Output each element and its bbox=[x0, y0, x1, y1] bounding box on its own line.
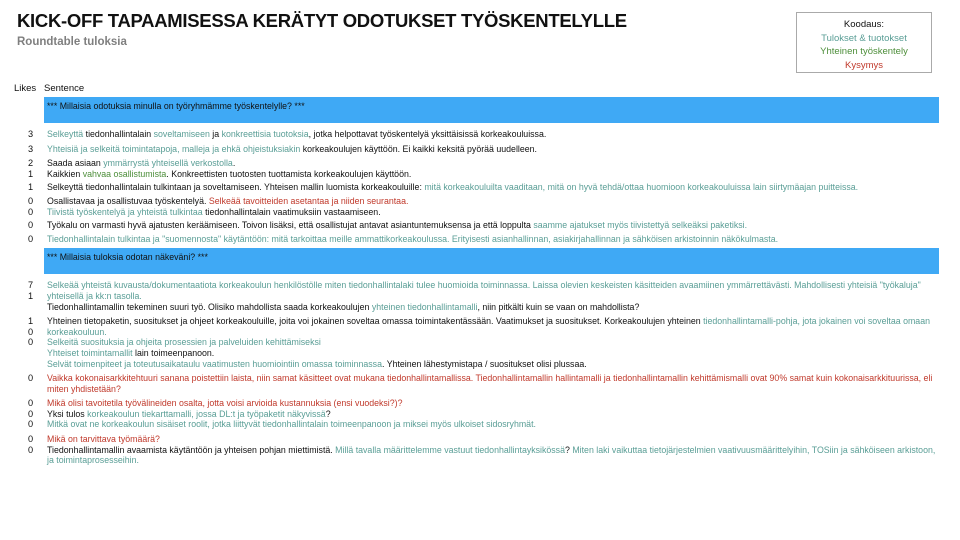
likes-value: 0 bbox=[28, 337, 34, 348]
sentence-fragment: Tiedonhallintamallin avaamista käytäntöön ja yhteisen pohjan miettimistä. bbox=[47, 444, 336, 455]
table-row bbox=[14, 316, 939, 369]
table-row bbox=[14, 434, 939, 466]
sentence-fragment: Mitkä ovat ne korkeakoulun sisäiset roolit, jotka liittyvät tiedonhallintalain toimeenpanoon ja miksei myös ulkoiset sidosryhmät. bbox=[47, 419, 536, 430]
likes-value: 0 bbox=[28, 419, 34, 430]
table-row bbox=[14, 234, 939, 245]
sentence-fragment: , jotka helpottavat työskentelyä yksittäisissä korkeakouluissa. bbox=[308, 129, 547, 139]
likes-value: 3 bbox=[28, 143, 34, 154]
sentence-fragment: korkeakoulun tiekarttamalli, jossa DL:t ja työpaketit näkyvissä bbox=[87, 408, 326, 419]
likes-value: 1 bbox=[28, 168, 34, 179]
likes-count bbox=[14, 234, 44, 245]
sentence-fragment: Saada asiaan bbox=[47, 158, 104, 169]
sentence-fragment: Tiivistä työskentelyä ja yhteistä tulkintaa bbox=[47, 206, 203, 217]
likes-value: 1 bbox=[28, 182, 34, 193]
likes-value: 3 bbox=[28, 129, 34, 139]
sentence-fragment: Tiedonhallintamallin tekeminen suuri työ. Olisiko mahdollista saada korkeakoulujen bbox=[47, 301, 372, 312]
likes-value: 0 bbox=[28, 195, 34, 206]
sentence-text bbox=[44, 196, 939, 217]
likes-count bbox=[14, 398, 44, 430]
sentence-fragment: lain toimeenpanoon. bbox=[132, 347, 215, 358]
sentence-fragment: Selkeitä suosituksia ja ohjeita prosessien ja palveluiden kehittämiseksi bbox=[47, 337, 321, 348]
likes-value: 0 bbox=[28, 444, 34, 455]
sentence-fragment: Mikä on tarvittava työmäärä? bbox=[47, 434, 160, 445]
sentence-fragment: tiedonhallintalain bbox=[83, 129, 154, 139]
sentence-fragment: Selkeää tavoitteiden asetantaa ja niiden seurantaa. bbox=[208, 195, 409, 206]
sentence-fragment: Yhteinen tietopaketin, suositukset ja ohjeet korkeakouluille, joita voi jokainen soveltaa omassa toimintakentässään. Vaatimukset ja suositukset. Korkeakoulujen yhteinen bbox=[47, 316, 704, 327]
sentence-fragment: soveltamiseen bbox=[153, 129, 210, 139]
sentence-text bbox=[44, 280, 939, 312]
page-title: KICK-OFF TAPAAMISESSA KERÄTYT ODOTUKSET TYÖSKENTELYLLE bbox=[17, 10, 627, 31]
likes-value: 0 bbox=[28, 434, 34, 445]
legend-item-kysymys: Kysymys bbox=[845, 59, 883, 71]
likes-value: 0 bbox=[28, 398, 34, 409]
sentence-fragment: Osallistavaa ja osallistuvaa työskentelyä. bbox=[47, 195, 209, 206]
sentence-text bbox=[44, 182, 939, 193]
sentence-fragment: Yksi tulos bbox=[47, 408, 88, 419]
sentence-fragment: Selvät toimenpiteet ja toteutusaikataulu vaatimusten huomiointiin omassa toiminnassa bbox=[47, 358, 382, 369]
sentence-fragment: . Yhteinen lähestymistapa / suositukset olisi plussaa. bbox=[381, 358, 587, 369]
section-heading: *** Millaisia odotuksia minulla on työryhmämme työskentelylle? *** bbox=[44, 97, 939, 123]
sentence-text bbox=[44, 129, 939, 140]
likes-count bbox=[14, 129, 44, 140]
sentence-fragment: Yhteisiä ja selkeitä toimintatapoja, malleja ja ehkä ohjeistuksiakin bbox=[47, 143, 301, 154]
sentence-fragment: mitä korkeakouluilta vaaditaan, mitä on hyvä tehdä/ottaa huomioon korkeakouluissa lain siirtymäajan puitteissa. bbox=[424, 182, 859, 193]
sentence-column-header: Sentence bbox=[44, 83, 85, 94]
likes-value: 7 bbox=[28, 280, 34, 291]
likes-count bbox=[14, 434, 44, 466]
sentence-fragment: , niin pitkälti kuin se vaan on mahdollista? bbox=[477, 301, 640, 312]
sentence-fragment: Selkeyttä tiedonhallintalain tulkintaan ja soveltamiseen. Yhteisen mallin luomista korkeakouluille: bbox=[47, 182, 425, 193]
sentence-fragment: Selkeää yhteistä kuvausta/dokumentaatiota korkeakoulun henkilöstölle miten tiedonhallintalaki tulee huomioida toiminnassa. Laissa olevien keskeisten käsitteiden avaamiinen ymmärrettävästi. Mahdollisesti yhteisiä "työkaluja" yhteisellä ja kk:n tasolla. bbox=[47, 280, 921, 301]
likes-value: 0 bbox=[28, 326, 34, 337]
sentence-fragment: Millä tavalla määrittelemme vastuut tiedonhallintayksikössä bbox=[335, 444, 565, 455]
table-row bbox=[14, 398, 939, 430]
table-row bbox=[14, 220, 939, 231]
table-row bbox=[14, 144, 939, 155]
sentence-text bbox=[44, 158, 939, 179]
sentence-text bbox=[44, 434, 939, 466]
sentence-fragment: Selkeyttä bbox=[47, 129, 84, 139]
likes-value: 2 bbox=[28, 158, 34, 169]
table-header bbox=[14, 82, 939, 97]
sentence-fragment: . Konkreettisten tuotosten tuottamista korkeakoulujen käyttöön. bbox=[166, 168, 412, 179]
coding-legend bbox=[796, 12, 932, 73]
sentence-text bbox=[44, 220, 939, 231]
likes-value: 0 bbox=[28, 206, 34, 217]
table-row bbox=[14, 373, 939, 394]
sentence-fragment: Tiedonhallintalain tulkintaa ja "suomennosta" käytäntöön: mitä tarkoittaa meille ammattikorkeakoulussa. Erityisesti asianhallinnan, asiakirjahallinnan ja sähköisen arkistoinnin näkökulmasta. bbox=[47, 233, 779, 244]
section-heading: *** Millaisia tuloksia odotan näkeväni? *** bbox=[44, 248, 939, 274]
sentence-fragment: Mikä olisi tavoitetila työvälineiden osalta, jotta voisi arvioida kustannuksia (ensi vuodeksi?)? bbox=[47, 398, 403, 409]
table-row bbox=[14, 280, 939, 312]
legend-item-yhteinen: Yhteinen työskentely bbox=[820, 46, 908, 57]
legend-heading: Koodaus: bbox=[843, 19, 885, 30]
likes-value: 1 bbox=[28, 290, 34, 301]
likes-value: 1 bbox=[28, 316, 34, 327]
likes-count bbox=[14, 158, 44, 179]
sentence-fragment: ymmärrystä yhteisellä verkostolla bbox=[103, 158, 233, 169]
likes-value: 0 bbox=[28, 373, 34, 384]
sentence-text bbox=[44, 373, 939, 394]
likes-value: 0 bbox=[28, 233, 34, 244]
sentence-fragment: Yhteiset toimintamallit bbox=[47, 347, 133, 358]
sentence-fragment: Vaikka kokonaisarkkitehtuuri sanana poistettiin laista, niin samat käsitteet ovat mukana tiedonhallintamallissa. Tiedonhallintamallin hallintamalli ja tiedonhallintamallin kehittämismalli ovat 90% samat kuin kokonaisarkkituurissa, eli miten yhdistetään? bbox=[47, 373, 933, 394]
sentence-text bbox=[44, 234, 939, 245]
table-row bbox=[14, 196, 939, 217]
sentence-fragment: konkreettisia tuotoksia bbox=[221, 129, 309, 139]
sentence-fragment: tiedonhallintamalli-pohja, jota jokainen voi soveltaa omaan korkeakouluun. bbox=[47, 316, 930, 337]
table-row bbox=[14, 182, 939, 193]
likes-value: 0 bbox=[28, 408, 34, 419]
sentence-text bbox=[44, 316, 939, 369]
sentence-fragment: ja bbox=[209, 129, 222, 139]
likes-value: 0 bbox=[28, 220, 34, 231]
sentence-text bbox=[44, 144, 939, 155]
likes-count bbox=[14, 280, 44, 312]
sentence-fragment: Kaikkien bbox=[47, 168, 83, 179]
sentence-fragment: ? bbox=[325, 408, 331, 419]
sentence-fragment: . bbox=[232, 158, 236, 169]
table-row bbox=[14, 158, 939, 179]
sentence-fragment: saamme ajatukset myös tiivistettyä selkeäksi paketiksi. bbox=[533, 220, 748, 231]
legend-item-tulokset: Tulokset & tuotokset bbox=[821, 32, 907, 44]
sentence-fragment: korkeakoulujen käyttöön. Ei kaikki keksitä pyörää uudelleen. bbox=[300, 143, 537, 154]
table-row bbox=[14, 129, 939, 140]
sentence-fragment: ? bbox=[564, 444, 573, 455]
page-subtitle: Roundtable tuloksia bbox=[17, 36, 127, 48]
likes-count bbox=[14, 316, 44, 369]
likes-count bbox=[14, 196, 44, 217]
sentence-fragment: vahvaa osallistumista bbox=[82, 168, 167, 179]
sentence-fragment: Työkalu on varmasti hyvä ajatusten keräämiseen. Toivon lisäksi, että osallistujat antavat asiantuntemuksensa ja että loppulta bbox=[47, 220, 534, 231]
sentence-fragment: yhteinen tiedonhallintamalli bbox=[371, 301, 478, 312]
sentence-text bbox=[44, 398, 939, 430]
likes-column-header: Likes bbox=[14, 83, 37, 94]
likes-count bbox=[14, 220, 44, 231]
likes-count bbox=[14, 144, 44, 155]
results-table bbox=[14, 82, 939, 466]
sentence-fragment: Miten laki vaikuttaa tietojärjestelmien vaativuusmäärittelyihin, TOSiin ja sähköiseen arkistoon, ja toimintaprosesseihin. bbox=[47, 444, 936, 466]
likes-count bbox=[14, 182, 44, 193]
sentence-fragment: tiedonhallintalain vaatimuksiin vastaamiseen. bbox=[202, 206, 381, 217]
likes-count bbox=[14, 373, 44, 394]
